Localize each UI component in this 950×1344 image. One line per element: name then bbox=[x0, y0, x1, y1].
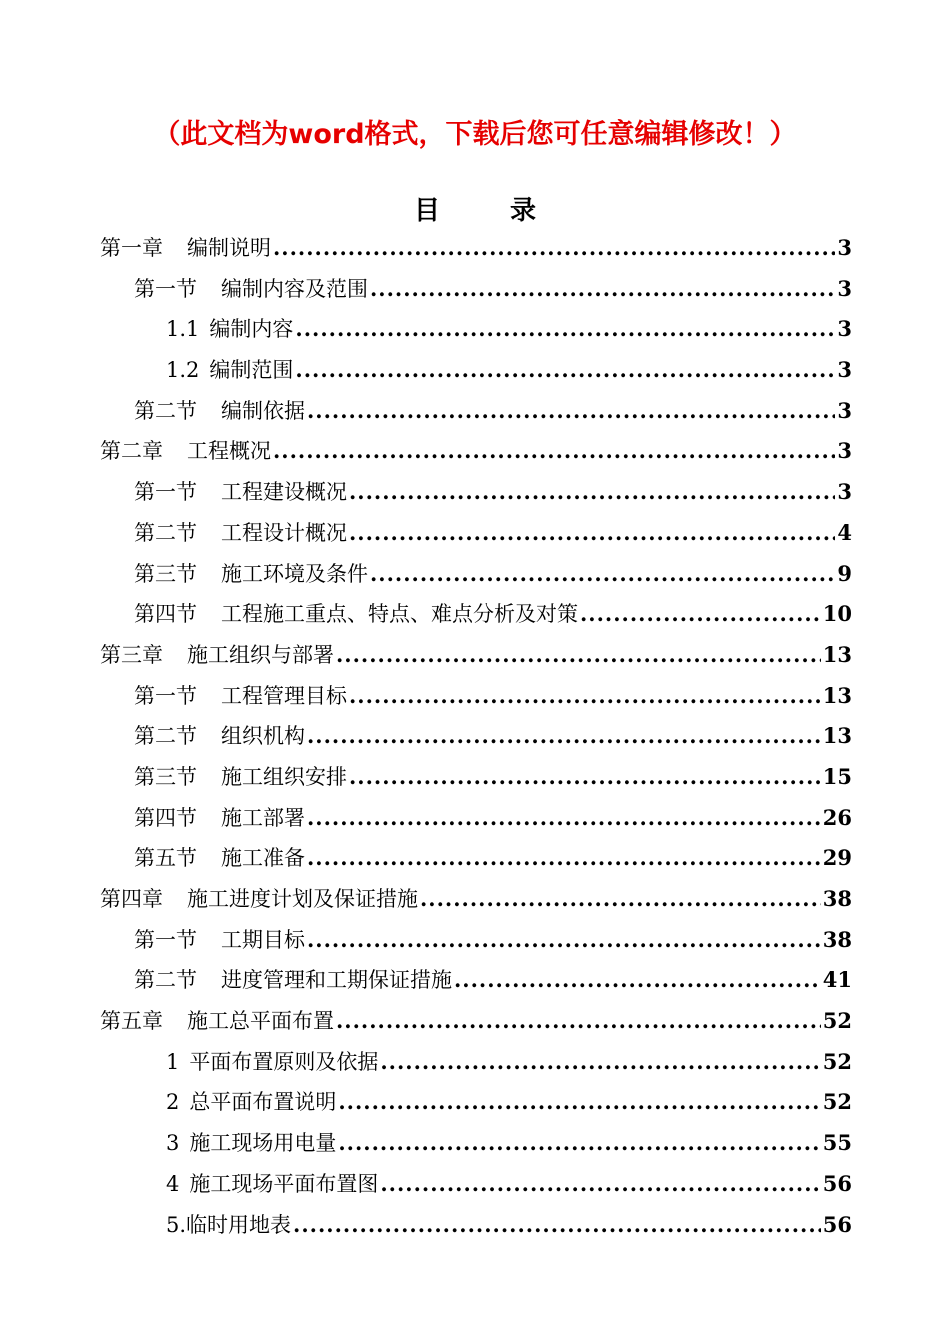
toc-leader-dots bbox=[338, 1082, 820, 1123]
toc-leader-dots bbox=[307, 798, 821, 839]
toc-entry[interactable] bbox=[100, 1205, 852, 1246]
toc-entry-page: 56 bbox=[822, 1170, 852, 1196]
toc-entry[interactable] bbox=[100, 309, 852, 350]
toc-entry-label: 平面布置原则及依据 bbox=[189, 1049, 379, 1074]
toc-entry[interactable] bbox=[100, 350, 852, 391]
toc-leader-dots bbox=[307, 716, 821, 757]
toc-entry-label: 编制范围 bbox=[209, 358, 294, 383]
toc-entry[interactable] bbox=[100, 472, 852, 513]
toc-entry-number: 第二节 bbox=[134, 724, 197, 749]
toc-leader-dots bbox=[295, 309, 835, 350]
toc-title-char-1: 目 bbox=[413, 196, 440, 226]
toc-entry-number: 第一节 bbox=[134, 480, 197, 505]
toc-entry[interactable] bbox=[100, 960, 852, 1001]
toc-entry-number: 第一节 bbox=[134, 927, 197, 952]
toc-entry[interactable] bbox=[100, 1001, 852, 1042]
toc-entry-page: 52 bbox=[822, 1008, 852, 1034]
toc-entry[interactable] bbox=[100, 391, 852, 432]
toc-entry-page: 3 bbox=[837, 275, 852, 301]
toc-leader-dots bbox=[349, 513, 835, 554]
toc-entry-label: 施工部署 bbox=[221, 805, 305, 830]
toc-entry-number: 4 bbox=[166, 1171, 180, 1196]
toc-leader-dots bbox=[380, 1164, 820, 1205]
toc-entry-page: 52 bbox=[822, 1048, 852, 1074]
toc-entry-label: 临时用地表 bbox=[186, 1212, 292, 1237]
toc-entry-number: 第一节 bbox=[134, 276, 197, 301]
toc-entry[interactable] bbox=[100, 1123, 852, 1164]
toc-leader-dots bbox=[454, 960, 821, 1001]
toc-entry-number: 第二节 bbox=[134, 398, 197, 423]
toc-entry-page: 4 bbox=[837, 519, 852, 545]
toc-entry-page: 38 bbox=[822, 886, 852, 911]
toc-entry-label: 工程管理目标 bbox=[221, 683, 347, 708]
toc-entry-page: 52 bbox=[822, 1089, 852, 1115]
toc-entry-page: 3 bbox=[837, 316, 852, 342]
toc-entry-number: 1.2 bbox=[166, 358, 200, 383]
toc-entry-label: 工期目标 bbox=[221, 927, 305, 952]
toc-entry-label: 编制内容 bbox=[209, 317, 294, 342]
toc-entry-number: 第二节 bbox=[134, 968, 197, 993]
toc-entry-label: 工程建设概况 bbox=[221, 480, 347, 505]
toc-title bbox=[0, 190, 950, 227]
toc-entry-number: 1.1 bbox=[166, 317, 200, 342]
edit-notice: （此文档为word格式，下载后您可任意编辑修改！） bbox=[153, 119, 797, 150]
toc-entry-label: 施工环境及条件 bbox=[221, 561, 368, 586]
toc-leader-dots bbox=[307, 838, 821, 879]
toc-title-char-2: 录 bbox=[510, 196, 537, 226]
toc-entry-number: 第四章 bbox=[100, 887, 163, 911]
toc-leader-dots bbox=[336, 635, 821, 676]
toc-entry-label: 组织机构 bbox=[221, 724, 305, 749]
toc-entry[interactable] bbox=[100, 635, 852, 676]
toc-leader-dots bbox=[580, 594, 821, 635]
toc-entry-number: 1 bbox=[166, 1049, 180, 1074]
toc-entry[interactable] bbox=[100, 1164, 852, 1205]
toc-entry-number: 第四节 bbox=[134, 805, 197, 830]
toc-entry-number: 第二节 bbox=[134, 520, 197, 545]
toc-leader-dots bbox=[336, 1001, 821, 1042]
toc-entry[interactable] bbox=[100, 798, 852, 839]
toc-entry-label: 施工组织与部署 bbox=[187, 642, 334, 667]
toc-entry[interactable] bbox=[100, 1042, 852, 1083]
toc-entry-page: 29 bbox=[822, 845, 852, 871]
toc-entry-number: 第五节 bbox=[134, 846, 197, 871]
toc-entry-page: 13 bbox=[822, 682, 852, 708]
toc-leader-dots bbox=[349, 757, 821, 798]
toc-entry-label: 施工现场平面布置图 bbox=[189, 1171, 379, 1196]
toc-entry-number: 第一节 bbox=[134, 683, 197, 708]
toc-entry-page: 41 bbox=[822, 967, 852, 993]
toc-entry-label: 编制内容及范围 bbox=[221, 276, 368, 301]
toc-entry-page: 3 bbox=[837, 357, 852, 383]
toc-entry-page: 9 bbox=[837, 560, 852, 586]
toc-entry-label: 施工现场用电量 bbox=[189, 1131, 337, 1156]
toc-entry-number: 3 bbox=[166, 1131, 180, 1156]
toc-leader-dots bbox=[273, 228, 835, 269]
toc-entry-page: 26 bbox=[822, 804, 852, 830]
toc-entry-label: 编制说明 bbox=[187, 236, 271, 260]
toc-entry[interactable] bbox=[100, 431, 852, 472]
toc-entry-number: 5. bbox=[166, 1212, 187, 1237]
toc-entry[interactable] bbox=[100, 269, 852, 310]
toc-entry-page: 3 bbox=[837, 438, 852, 464]
toc-entry-number: 2 bbox=[166, 1090, 180, 1115]
toc-entry-page: 15 bbox=[822, 763, 852, 789]
toc-entry-page: 3 bbox=[837, 235, 852, 260]
toc-leader-dots bbox=[293, 1205, 821, 1246]
toc-entry[interactable] bbox=[100, 757, 852, 798]
toc-entry-number: 第一章 bbox=[100, 236, 163, 260]
toc-leader-dots bbox=[349, 676, 821, 717]
toc-entry-label: 工程设计概况 bbox=[221, 520, 347, 545]
toc-entry[interactable] bbox=[100, 228, 852, 269]
toc-entry[interactable] bbox=[100, 594, 852, 635]
table-of-contents bbox=[100, 228, 852, 1245]
toc-leader-dots bbox=[370, 269, 835, 310]
toc-entry-label: 总平面布置说明 bbox=[189, 1090, 337, 1115]
toc-entry-number: 第四节 bbox=[134, 602, 197, 627]
toc-entry-label: 施工总平面布置 bbox=[187, 1009, 334, 1034]
toc-entry[interactable] bbox=[100, 676, 852, 717]
toc-leader-dots bbox=[295, 350, 835, 391]
toc-entry-label: 施工组织安排 bbox=[221, 764, 347, 789]
toc-entry-number: 第三节 bbox=[134, 561, 197, 586]
toc-entry[interactable] bbox=[100, 838, 852, 879]
toc-entry-page: 13 bbox=[822, 723, 852, 749]
toc-entry-label: 工程概况 bbox=[187, 439, 271, 464]
toc-entry[interactable] bbox=[100, 1082, 852, 1123]
toc-leader-dots bbox=[273, 431, 835, 472]
toc-entry-page: 13 bbox=[822, 641, 852, 667]
toc-entry-page: 3 bbox=[837, 397, 852, 423]
toc-leader-dots bbox=[420, 879, 821, 920]
toc-entry-label: 施工准备 bbox=[221, 846, 305, 871]
toc-entry-label: 施工进度计划及保证措施 bbox=[187, 887, 418, 911]
toc-entry-number: 第五章 bbox=[100, 1009, 163, 1034]
toc-entry[interactable] bbox=[100, 920, 852, 961]
toc-entry-page: 56 bbox=[822, 1211, 852, 1237]
toc-entry-number: 第三节 bbox=[134, 764, 197, 789]
toc-entry[interactable] bbox=[100, 879, 852, 920]
toc-entry-page: 10 bbox=[822, 601, 852, 627]
toc-entry-page: 38 bbox=[822, 926, 852, 952]
toc-entry[interactable] bbox=[100, 716, 852, 757]
toc-entry-page: 55 bbox=[822, 1130, 852, 1156]
toc-entry[interactable] bbox=[100, 513, 852, 554]
toc-entry-number: 第二章 bbox=[100, 439, 163, 464]
toc-leader-dots bbox=[307, 391, 835, 432]
toc-leader-dots bbox=[380, 1042, 820, 1083]
toc-leader-dots bbox=[338, 1123, 820, 1164]
toc-entry-number: 第三章 bbox=[100, 642, 163, 667]
toc-leader-dots bbox=[370, 554, 835, 595]
toc-leader-dots bbox=[307, 920, 821, 961]
toc-leader-dots bbox=[349, 472, 835, 513]
toc-entry[interactable] bbox=[100, 554, 852, 595]
toc-entry-label: 工程施工重点、特点、难点分析及对策 bbox=[221, 602, 578, 627]
toc-entry-label: 进度管理和工期保证措施 bbox=[221, 968, 452, 993]
toc-entry-page: 3 bbox=[837, 479, 852, 505]
toc-entry-label: 编制依据 bbox=[221, 398, 305, 423]
